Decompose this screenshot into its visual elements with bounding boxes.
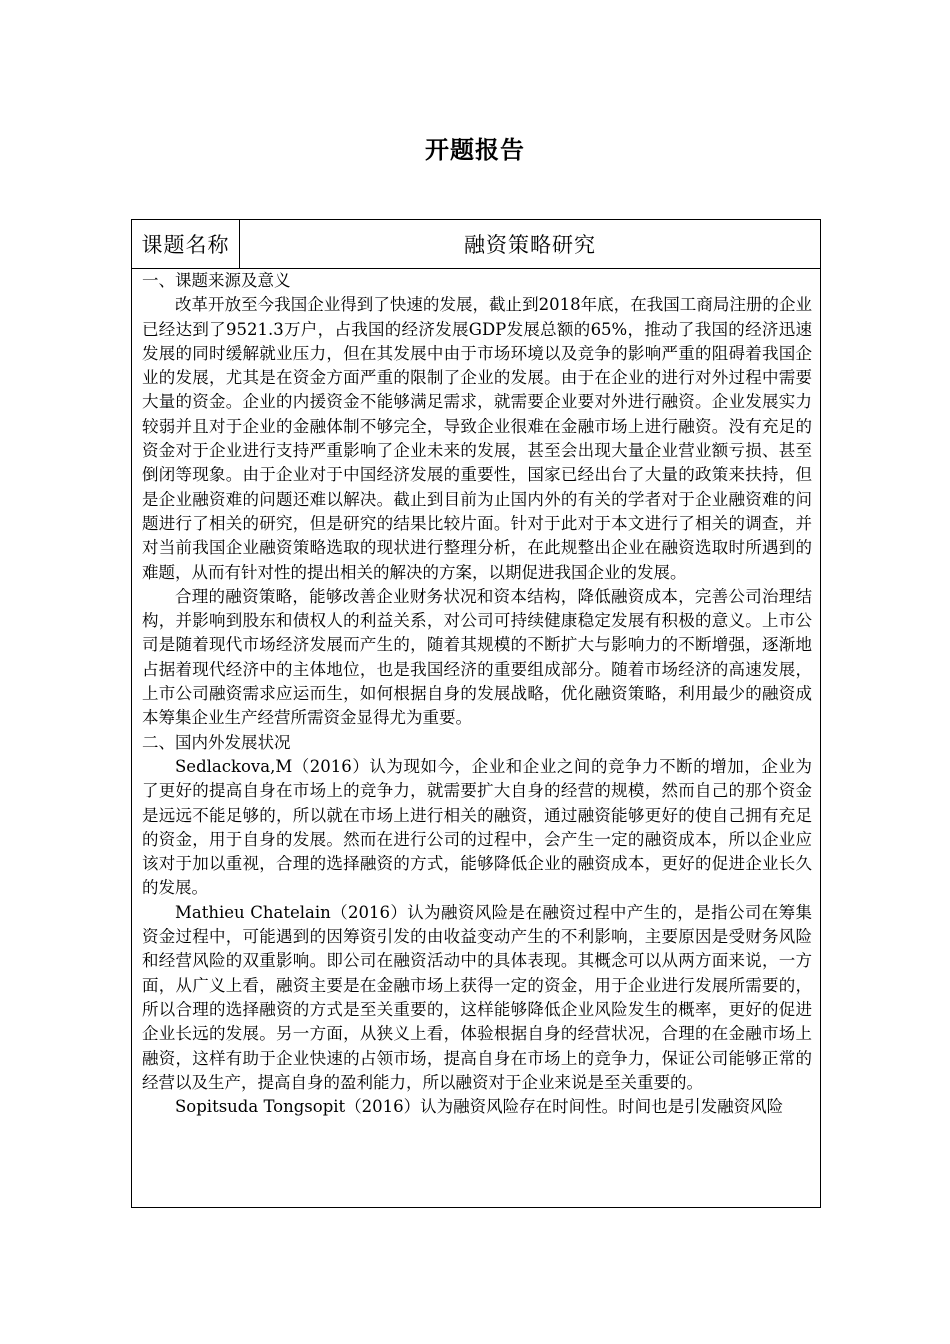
section-heading-status: 二、国内外发展状况	[142, 732, 291, 752]
paragraph: 改革开放至今我国企业得到了快速的发展，截止到2018年底，在我国工商局注册的企业已经达到了9521.3万户，占我国的经济发展GDP发展总额的65%，推动了我国的经济迅速发展的同时缓解就业压力，但在其发展中由于市场环境以及竞争的影响严重的阻碍着我国企业的发展，尤其是在资金方面严重的限制了企业的发展。由于在企业的进行对外过程中需要大量的资金。企业的内援资金不能够满足需求，就需要企业要对外进行融资。企业发展实力较弱并且对于企业的金融体制不够完全，导致企业很难在金融市场上进行融资。没有充足的资金对于企业进行支持严重影响了企业未来的发展，甚至会出现大量企业营业额亏损、甚至倒闭等现象。由于企业对于中国经济发展的重要性，国家已经出台了大量的政策来扶持，但是企业融资难的问题还难以解决。截止到目前为止国内外的有关的学者对于企业融资难的问题进行了相关的研究，但是研究的结果比较片面。针对于此对于本文进行了相关的调查，并对当前我国企业融资策略选取的现状进行整理分析，在此规整出企业在融资选取时所遇到的难题，从而有针对性的提出相关的解决的方案，以期促进我国企业的发展。	[142, 295, 812, 582]
topic-row	[132, 220, 820, 269]
paragraph: 合理的融资策略，能够改善企业财务状况和资本结构，降低融资成本，完善公司治理结构，并影响到股东和债权人的利益关系，对公司可持续健康稳定发展有积极的意义。上市公司是随着现代市场经济发展而产生的，随着其规模的不断扩大与影响力的不断增强，逐渐地占据着现代经济中的主体地位，也是我国经济的重要组成部分。随着市场经济的高速发展，上市公司融资需求应运而生，如何根据自身的发展战略，优化融资策略，利用最少的融资成本筹集企业生产经营所需资金显得尤为重要。	[142, 586, 812, 728]
topic-value: 融资策略研究	[464, 233, 596, 257]
page-title: 开题报告	[425, 136, 525, 164]
proposal-body	[132, 269, 820, 1119]
section-heading-source: 一、课题来源及意义	[142, 271, 291, 290]
paragraph: Sopitsuda Tongsopit（2016）认为融资风险存在时间性。时间也是引发融资风险	[175, 1097, 784, 1117]
topic-label: 课题名称	[132, 220, 240, 268]
proposal-form-table	[131, 219, 821, 1208]
paragraph: Sedlackova,M（2016）认为现如今，企业和企业之间的竞争力不断的增加，企业为了更好的提高自身在市场上的竞争力，就需要扩大自身的经营的规模，然而自己的那个资金是远远不能足够的，所以就在市场上进行相关的融资，通过融资能够更好的使自己拥有充足的资金，用于自身的发展。然而在进行公司的过程中，会产生一定的融资成本，所以企业应该对于加以重视，合理的选择融资的方式，能够降低企业的融资成本，更好的促进企业长久的发展。	[142, 756, 812, 898]
paragraph: Mathieu Chatelain（2016）认为融资风险是在融资过程中产生的，是指公司在筹集资金过程中，可能遇到的因筹资引发的由收益变动产生的不利影响，主要原因是受财务风险和经营风险的双重影响。即公司在融资活动中的具体表现。其概念可以从两方面来说，一方面，从广义上看，融资主要是在金融市场上获得一定的资金，用于企业进行发展所需要的，所以合理的选择融资的方式是至关重要的，这样能够降低企业风险发生的概率，更好的促进企业长远的发展。另一方面，从狭义上看，体验根据自身的经营状况，合理的在金融市场上融资，这样有助于企业快速的占领市场，提高自身在市场上的竞争力，保证公司能够正常的经营以及生产，提高自身的盈利能力，所以融资对于企业来说是至关重要的。	[142, 902, 812, 1092]
